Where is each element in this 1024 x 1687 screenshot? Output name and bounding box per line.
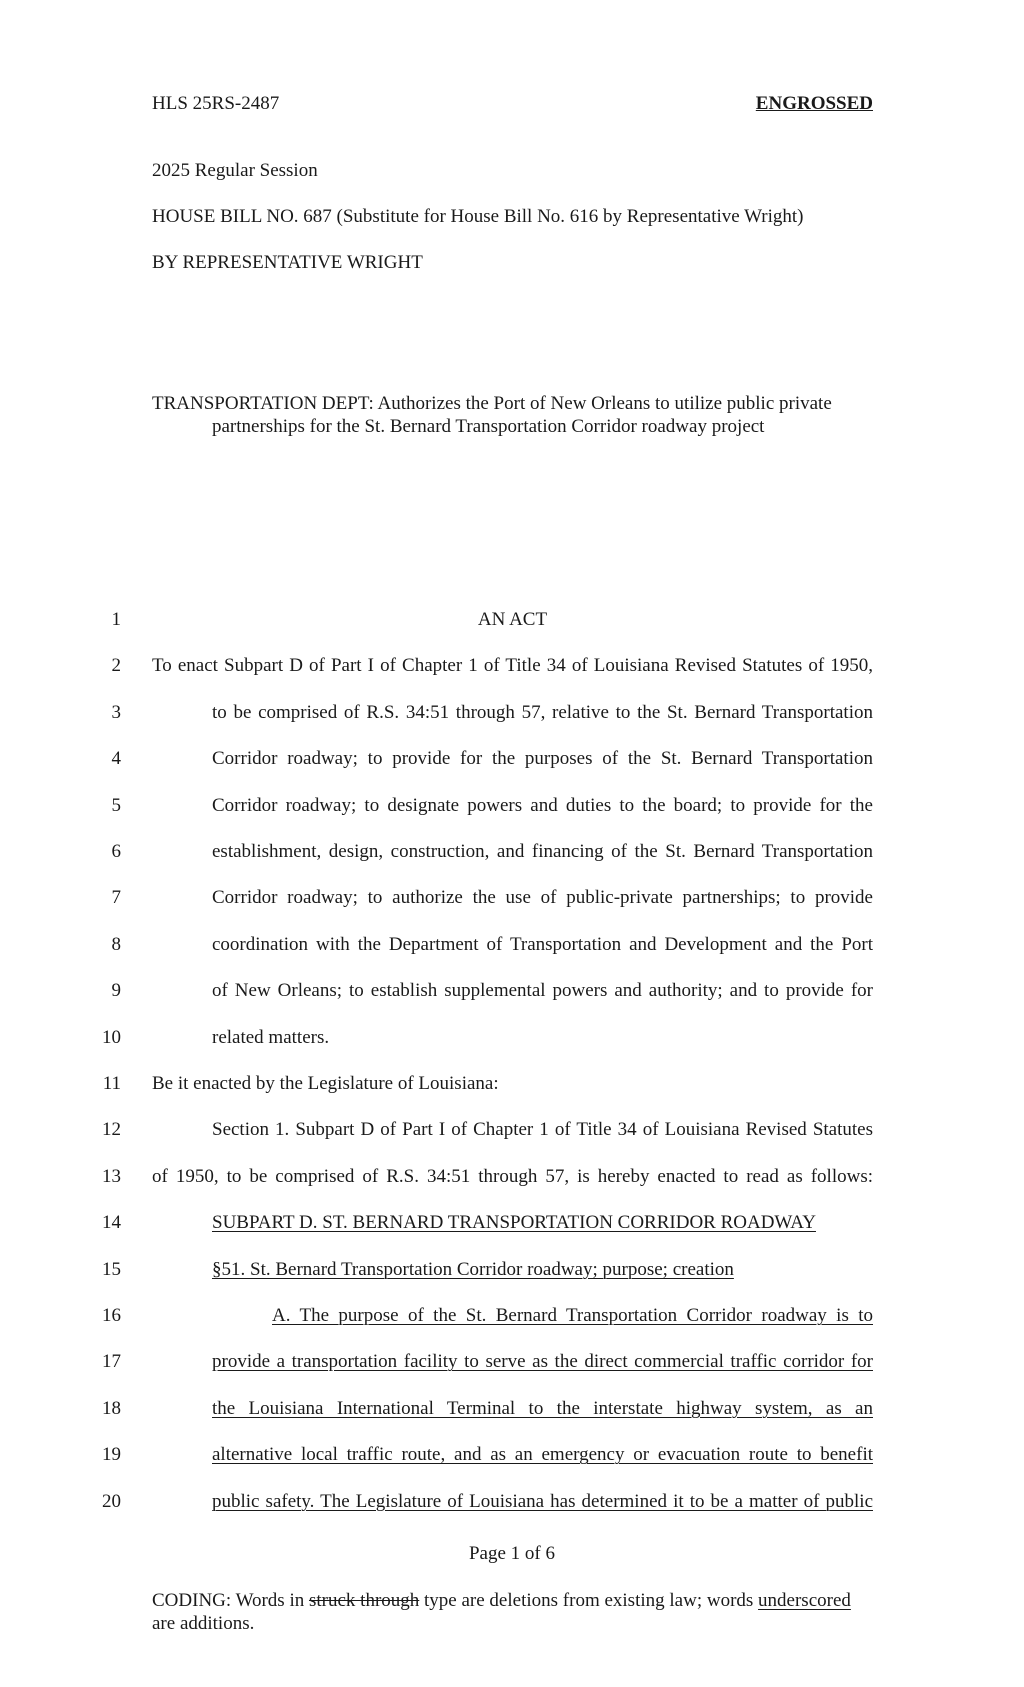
digest-line-2: partnerships for the St. Bernard Transportation Corridor roadway project: [212, 416, 765, 437]
line-number: 2: [111, 655, 121, 677]
line-text: Be it enacted by the Legislature of Louisiana:: [152, 1073, 499, 1094]
line-number: 9: [111, 980, 121, 1002]
line-number: 8: [111, 933, 121, 955]
coding-suffix: are additions.: [152, 1613, 255, 1634]
digest-line-1: TRANSPORTATION DEPT: Authorizes the Port of New Orleans to utilize public private: [152, 393, 832, 414]
line-text: §51. St. Bernard Transportation Corridor roadway; purpose; creation: [212, 1258, 734, 1280]
line-text: coordination with the Department of Transportation and Development and the Port: [212, 933, 873, 955]
line-number: 12: [102, 1119, 121, 1141]
line-number: 15: [102, 1258, 121, 1280]
line-number: 14: [102, 1212, 121, 1234]
engrossed-status: ENGROSSED: [755, 93, 873, 114]
coding-underscored: underscored: [758, 1590, 851, 1611]
line-number: 11: [102, 1073, 121, 1094]
line-text: to be comprised of R.S. 34:51 through 57, relative to the St. Bernard Transportation: [212, 701, 873, 723]
line-number: 20: [102, 1490, 121, 1512]
line-text: Corridor roadway; to designate powers and duties to the board; to provide for the: [212, 794, 873, 816]
line-text: A. The purpose of the St. Bernard Transportation Corridor roadway is to: [272, 1305, 873, 1326]
line-text: public safety. The Legislature of Louisiana has determined it to be a matter of public: [212, 1490, 873, 1512]
line-text: AN ACT: [477, 609, 548, 630]
line-text: SUBPART D. ST. BERNARD TRANSPORTATION CORRIDOR ROADWAY: [212, 1212, 816, 1234]
line-number: 17: [102, 1351, 121, 1373]
line-number: 1: [111, 609, 121, 630]
line-text: Section 1. Subpart D of Part I of Chapter 1 of Title 34 of Louisiana Revised Statutes: [212, 1119, 873, 1141]
coding-struck: struck through: [308, 1590, 420, 1611]
line-text: alternative local traffic route, and as an emergency or evacuation route to benefit: [212, 1444, 873, 1466]
line-number: 18: [102, 1397, 121, 1419]
line-text: provide a transportation facility to serve as the direct commercial traffic corridor for: [212, 1351, 873, 1373]
coding-middle: type are deletions from existing law; words: [419, 1590, 759, 1611]
bill-author: BY REPRESENTATIVE WRIGHT: [152, 252, 423, 273]
line-number: 5: [111, 794, 121, 816]
line-number: 7: [111, 887, 121, 909]
line-text: establishment, design, construction, and financing of the St. Bernard Transportation: [212, 841, 873, 862]
coding-prefix: CODING: Words in: [152, 1590, 309, 1611]
line-number: 16: [102, 1305, 121, 1326]
line-text: related matters.: [212, 1026, 330, 1048]
page-number: Page 1 of 6: [468, 1543, 555, 1564]
line-text: To enact Subpart D of Part I of Chapter 1 of Title 34 of Louisiana Revised Statutes of 1950,: [152, 655, 873, 677]
line-number: 3: [111, 701, 121, 723]
session: 2025 Regular Session: [152, 160, 318, 181]
line-number: 6: [111, 841, 121, 862]
line-number: 19: [102, 1444, 121, 1466]
line-text: of 1950, to be comprised of R.S. 34:51 through 57, is hereby enacted to read as follows:: [152, 1165, 873, 1187]
document-id: HLS 25RS-2487: [152, 93, 280, 114]
bill-number: HOUSE BILL NO. 687 (Substitute for House Bill No. 616 by Representative Wright): [152, 206, 804, 227]
coding-note: [152, 1589, 873, 1635]
line-text: of New Orleans; to establish supplemental powers and authority; and to provide for: [212, 980, 873, 1002]
line-text: the Louisiana International Terminal to the interstate highway system, as an: [212, 1397, 873, 1419]
bill-digest: [152, 392, 873, 438]
line-text: Corridor roadway; to authorize the use of public-private partnerships; to provide: [212, 887, 873, 909]
line-number: 13: [102, 1165, 121, 1187]
line-text: Corridor roadway; to provide for the purposes of the St. Bernard Transportation: [212, 748, 873, 770]
line-number: 10: [102, 1026, 121, 1048]
line-number: 4: [111, 748, 121, 770]
